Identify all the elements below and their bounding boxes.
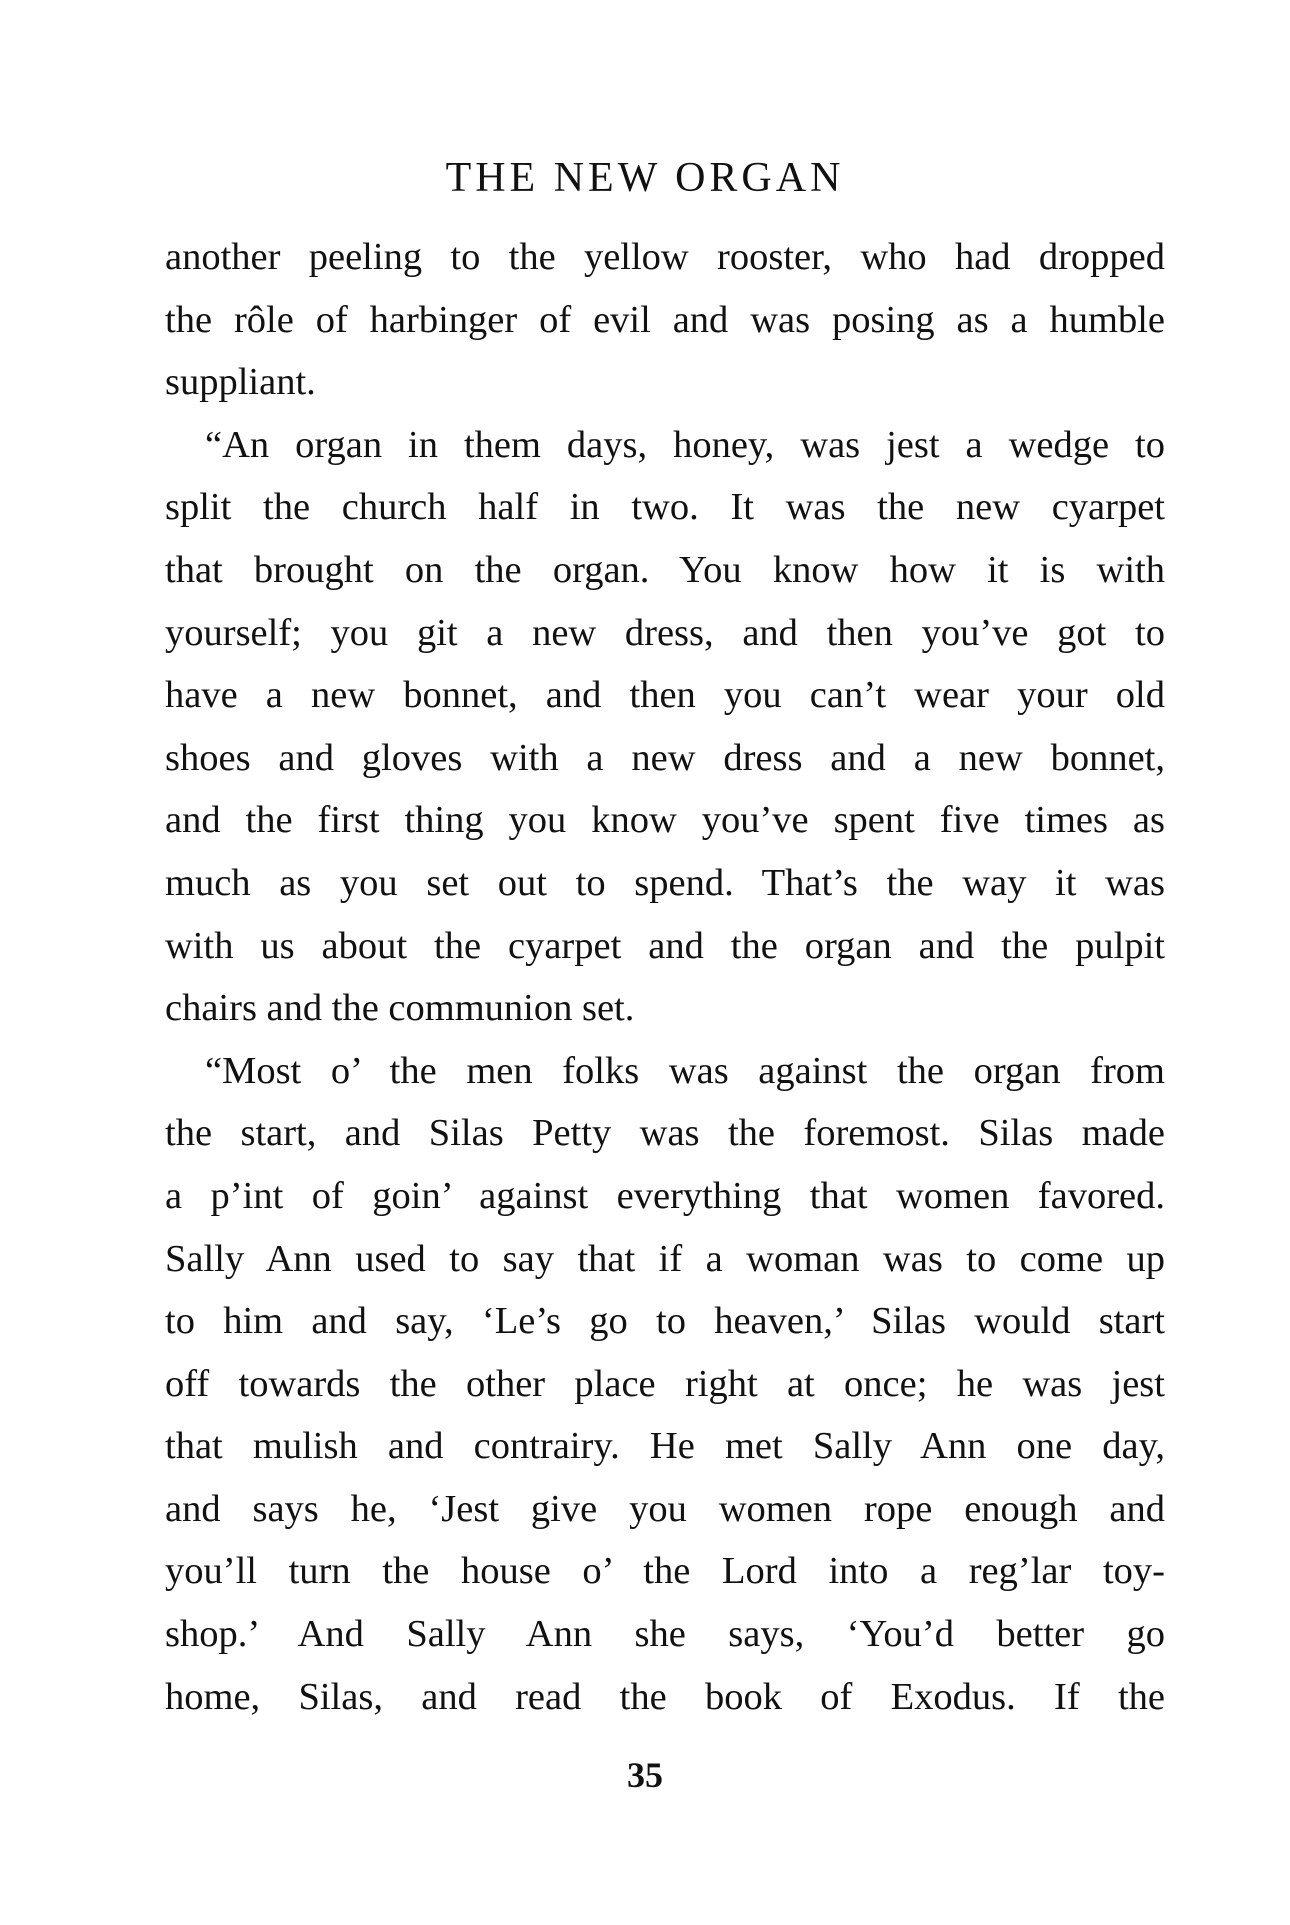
text-line: have a new bonnet, and then you can’t wear your old [165,674,1165,717]
text-line: a p’int of goin’ against everything that women favored. [165,1174,1165,1217]
text-line: split the church half in two. It was the new cyarpet [165,486,1165,529]
text-line: and the first thing you know you’ve spent five times as [165,799,1165,842]
text-line: chairs and the communion set. [165,987,635,1030]
text-line: shop.’ And Sally Ann she says, ‘You’d better go [165,1613,1165,1656]
text-line: you’ll turn the house o’ the Lord into a reg’lar toy- [165,1550,1165,1593]
running-head: THE NEW ORGAN [445,155,845,201]
text-line: and says he, ‘Jest give you women rope enough and [165,1487,1165,1530]
text-line: to him and say, ‘Le’s go to heaven,’ Silas would start [165,1300,1165,1343]
body-text [165,226,1165,1728]
text-line: that mulish and contrairy. He met Sally Ann one day, [165,1425,1165,1468]
text-line: with us about the cyarpet and the organ and the pulpit [165,924,1165,967]
text-line: Sally Ann used to say that if a woman was to come up [165,1237,1165,1280]
text-line: off towards the other place right at once; he was jest [165,1362,1165,1405]
text-line: the start, and Silas Petty was the foremost. Silas made [165,1112,1165,1155]
text-line: the rôle of harbinger of evil and was posing as a humble [165,298,1165,341]
text-line: home, Silas, and read the book of Exodus. If the [165,1675,1165,1718]
text-line: “Most o’ the men folks was against the organ from [205,1049,1165,1092]
text-line: that brought on the organ. You know how it is with [165,548,1165,591]
text-line: shoes and gloves with a new dress and a new bonnet, [165,736,1165,779]
text-line: another peeling to the yellow rooster, who had dropped [165,236,1165,278]
text-line: “An organ in them days, honey, was jest a wedge to [205,423,1165,466]
text-line: suppliant. [165,361,316,404]
page-number: 35 [627,1755,663,1795]
text-line: yourself; you git a new dress, and then you’ve got to [165,611,1165,654]
text-line: much as you set out to spend. That’s the way it was [165,861,1165,904]
